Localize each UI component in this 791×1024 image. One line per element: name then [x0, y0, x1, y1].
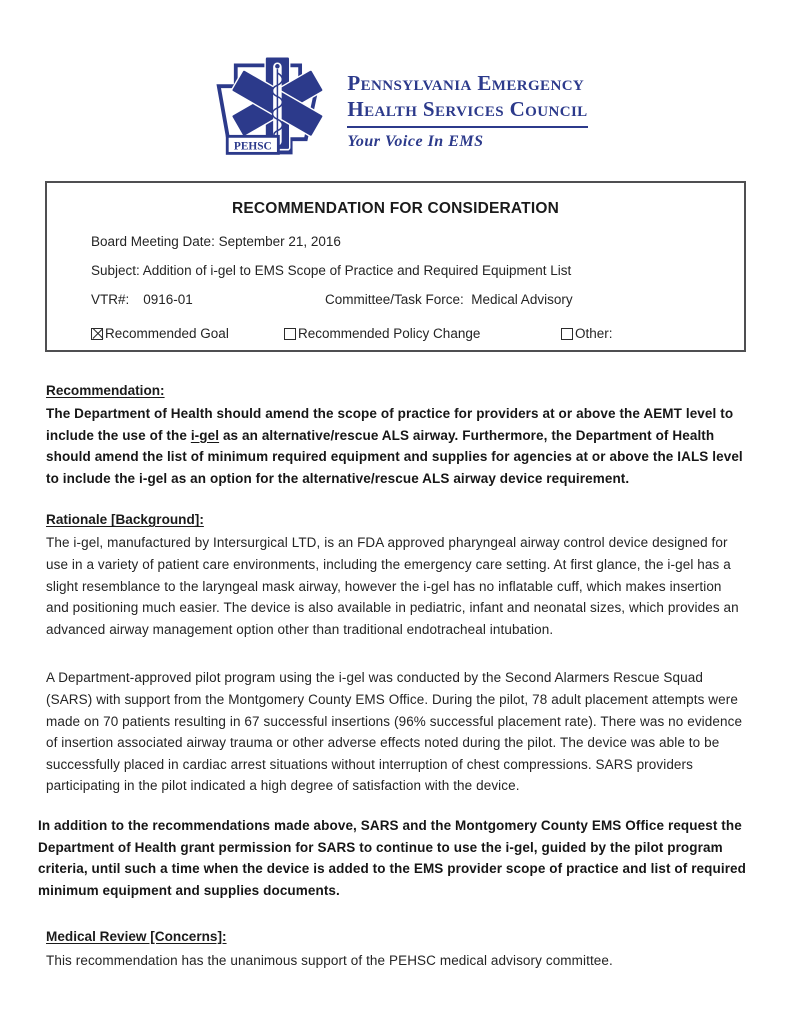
committee-task-force: Committee/Task Force: Medical Advisory [325, 292, 573, 307]
rationale-paragraph-2: A Department-approved pilot program using the i-gel was conducted by the Second Alarmers Rescue Squad (SARS) with support from the Montgomery County EMS Office. During the pilot, 78 adult placement attempts were made on 70 patients resulting in 67 successful insertions (96% successful placement rate). There was no evidence of insertion associated airway trauma or other adverse effects noted during the pilot. The device was able to be successfully placed in cardiac arrest situations without interruption of chest compressions. SARS providers participating in the pilot indicated a high degree of satisfaction with the device. [46, 670, 743, 794]
section-heading-rationale: Rationale [Background]: [46, 512, 204, 528]
recommendation-header-box [45, 181, 746, 352]
section-heading-medical-review: Medical Review [Concerns]: [46, 929, 227, 945]
recommendation-text-before: The Department of Health should amend the scope of practice for providers at or above the AEMT level to include the use of the [46, 406, 734, 443]
subject-text: Subject: Addition of i-gel to EMS Scope of Practice and Required Equipment List [91, 263, 572, 278]
section-heading-recommendation: Recommendation: [46, 383, 165, 398]
board-meeting-date: Board Meeting Date: September 21, 2016 [91, 234, 341, 249]
document-body [0, 383, 791, 972]
subject-row [47, 263, 744, 292]
recommended-policy-change-checkbox [284, 328, 296, 340]
vtr-number: 0916-01 [143, 292, 193, 307]
recommendation-text-after: as an alternative/rescue ALS airway. Furthermore, the Department of Health should amend the list of minimum required equipment and supplies for agencies at or above the IALS level to include the i-gel as an option for the alternative/rescue ALS airway device requirement. [46, 427, 743, 486]
checkbox-label: Recommended Goal [105, 326, 229, 341]
checkbox-item-recommended-goal [91, 326, 229, 341]
checkbox-row [47, 326, 744, 346]
board-meeting-date-row [47, 234, 744, 263]
logo-divider [347, 126, 587, 128]
rationale-paragraph-3-request: In addition to the recommendations made above, SARS and the Montgomery County EMS Office request the Department of Health grant permission for SARS to continue to use the i-gel, guided by the pilot program criteria, until such a time when the device is added to the EMS provider scope of practice and list of required minimum equipment and supplies documents. [38, 817, 747, 898]
document-title: RECOMMENDATION FOR CONSIDERATION [231, 200, 559, 217]
checkbox-item-other [561, 326, 613, 341]
org-name-line2: Health Services Council [347, 96, 588, 121]
rationale-paragraph-1: The i-gel, manufactured by Intersurgical LTD, is an FDA approved pharyngeal airway control device designed for use in a variety of patient care environments, including the emergency care setting. At first glance, the i-gel has a slight resemblance to the laryngeal mask airway, however the i-gel has no inflatable cuff, which makes insertion and positioning much easier. The device is also available in pediatric, infant and neonatal sizes, which provides an advanced airway management option other than traditional endotracheal intubation. [46, 535, 739, 637]
medical-review-paragraph: This recommendation has the unanimous support of the PEHSC medical advisory committee. [46, 953, 613, 969]
org-name-line1: Pennsylvania Emergency [347, 70, 585, 95]
igel-underlined-term: i-gel [190, 427, 220, 443]
keystone-star-of-life-icon [203, 54, 331, 160]
pehsc-badge-text: PEHSC [234, 140, 273, 153]
checkbox-label: Recommended Policy Change [298, 326, 481, 341]
other-checkbox [561, 328, 573, 340]
vtr-row [47, 292, 744, 321]
checkbox-item-recommended-policy-change [284, 326, 480, 341]
recommendation-paragraph [46, 403, 746, 489]
vtr-label: VTR#: [91, 292, 130, 307]
logo-text-block [347, 64, 587, 151]
logo-tagline: Your Voice In EMS [347, 132, 484, 150]
pehsc-logo [0, 0, 791, 160]
checkbox-label: Other: [575, 326, 613, 341]
recommended-goal-checkbox [91, 328, 103, 340]
